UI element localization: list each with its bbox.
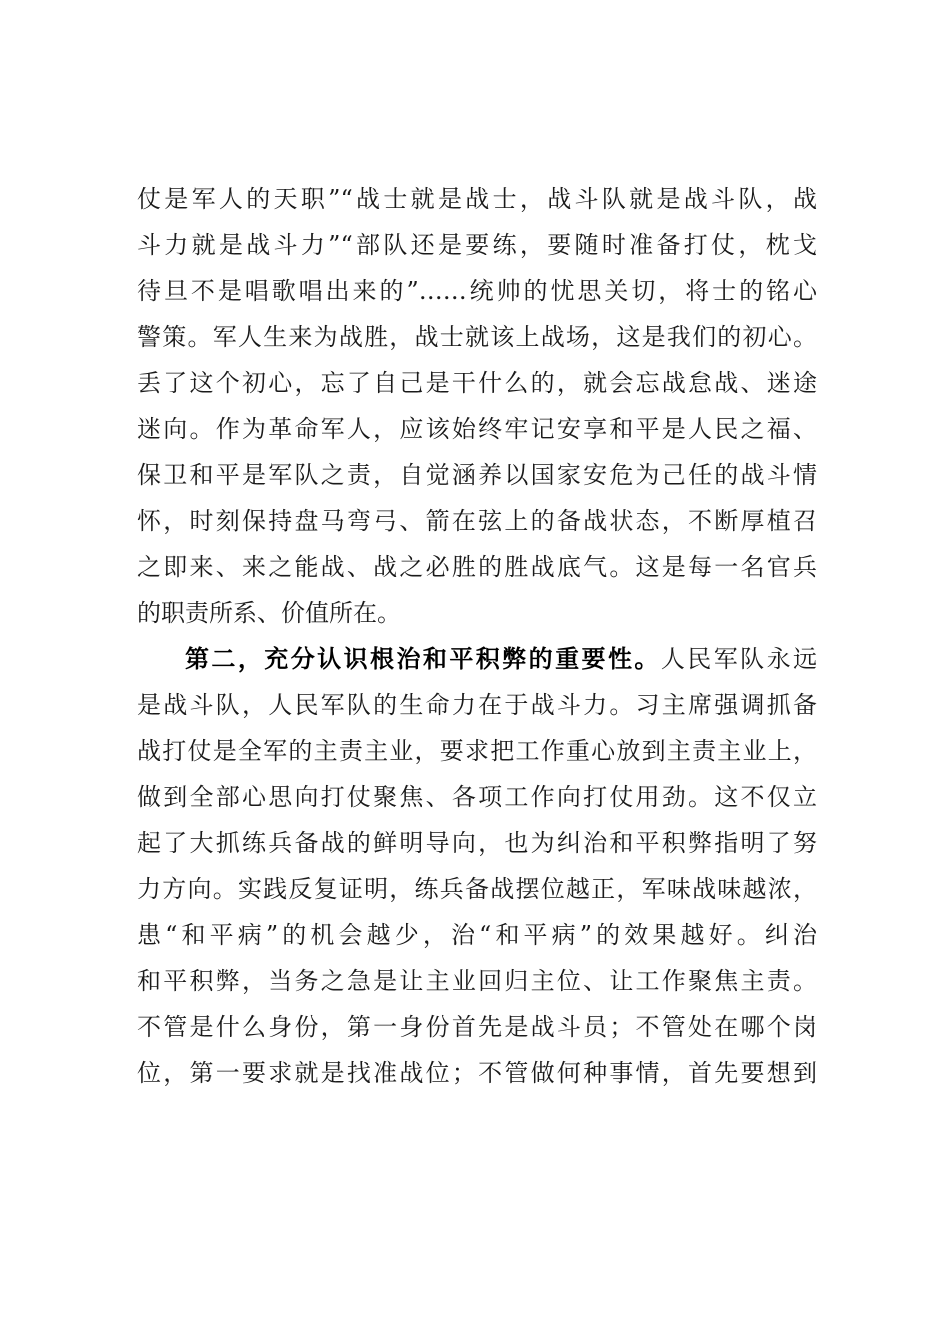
text-line: 战打仗是全军的主责主业，要求把工作重心放到主责主业上， (137, 737, 817, 765)
text-line: 保卫和平是军队之责，自觉涵养以国家安危为己任的战斗情 (137, 461, 817, 489)
text-line: 的职责所系、价值所在。 (137, 599, 401, 627)
text-line: 怀，时刻保持盘马弯弓、箭在弦上的备战状态，不断厚植召 (137, 507, 817, 535)
text-span: 人民军队永远 (660, 645, 818, 673)
paragraph-1 (137, 176, 817, 636)
text-line: 位，第一要求就是找准战位；不管做何种事情，首先要想到 (137, 1059, 817, 1087)
text-line: 不管是什么身份，第一身份首先是战斗员；不管处在哪个岗 (137, 1013, 817, 1041)
text-line: 仗是军人的天职”“战士就是战士，战斗队就是战斗队，战 (137, 185, 817, 213)
paragraph-first-line (137, 636, 817, 682)
text-line: 起了大抓练兵备战的鲜明导向，也为纠治和平积弊指明了努 (137, 829, 817, 857)
paragraph-heading: 第二，充分认识根治和平积弊的重要性。 (185, 644, 661, 673)
document-body (137, 176, 817, 1096)
text-line: 迷向。作为革命军人，应该始终牢记安享和平是人民之福、 (137, 415, 817, 443)
text-line: 待旦不是唱歌唱出来的”……统帅的忧思关切，将士的铭心 (137, 277, 817, 305)
text-line: 是战斗队，人民军队的生命力在于战斗力。习主席强调抓备 (137, 691, 817, 719)
text-line: 患“和平病”的机会越少，治“和平病”的效果越好。纠治 (137, 921, 817, 949)
text-line: 之即来、来之能战、战之必胜的胜战底气。这是每一名官兵 (137, 553, 817, 581)
text-line: 和平积弊，当务之急是让主业回归主位、让工作聚焦主责。 (137, 967, 817, 995)
text-line: 斗力就是战斗力”“部队还是要练，要随时准备打仗，枕戈 (137, 231, 817, 259)
text-line: 做到全部心思向打仗聚焦、各项工作向打仗用劲。这不仅立 (137, 783, 817, 811)
paragraph-2 (137, 636, 817, 1096)
text-line: 力方向。实践反复证明，练兵备战摆位越正，军味战味越浓， (137, 875, 817, 903)
text-line: 警策。军人生来为战胜，战士就该上战场，这是我们的初心。 (137, 323, 817, 351)
text-line: 丢了这个初心，忘了自己是干什么的，就会忘战怠战、迷途 (137, 369, 817, 397)
